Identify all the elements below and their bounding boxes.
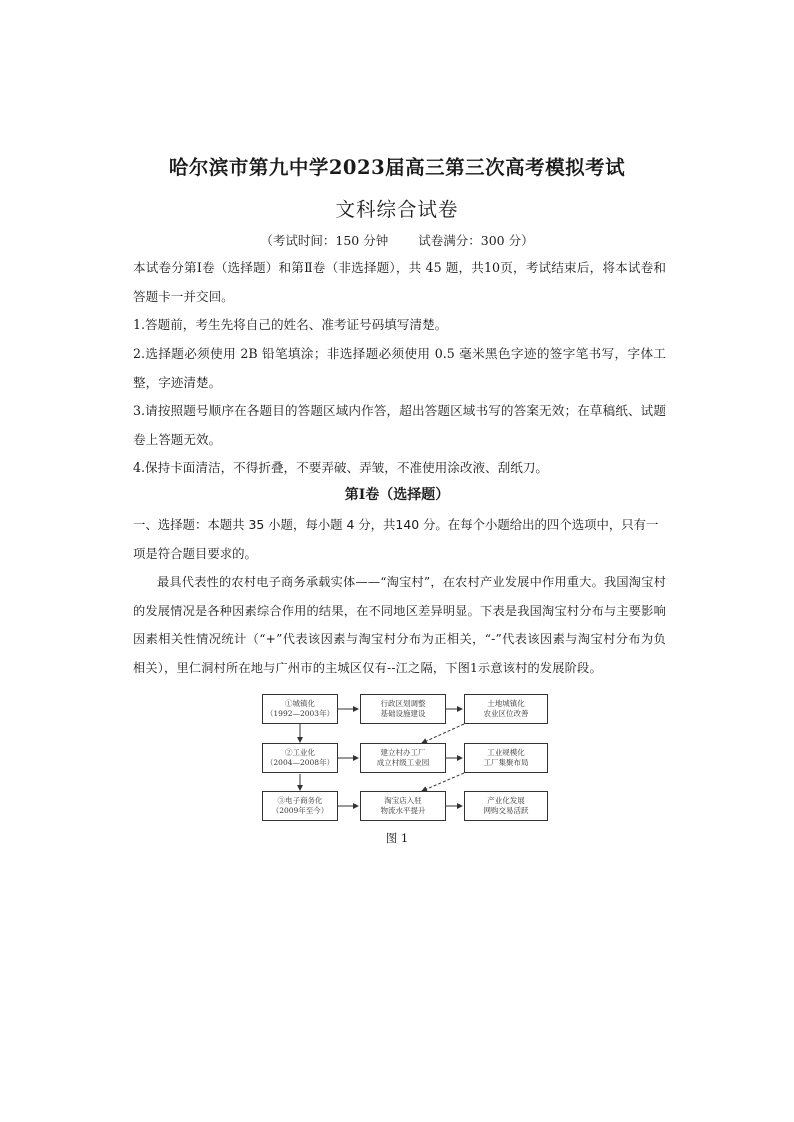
action-1-line1: 行政区划调整 bbox=[380, 698, 426, 708]
result-2-line2: 工厂集聚布局 bbox=[483, 758, 529, 767]
result-box-3 bbox=[464, 791, 548, 821]
result-2-line1: 工业规模化 bbox=[487, 747, 525, 757]
stage-box-3 bbox=[262, 791, 338, 821]
figure-1-diagram bbox=[250, 690, 560, 830]
result-box-1 bbox=[464, 694, 548, 724]
figure-caption: 图 1 bbox=[385, 831, 409, 845]
exam-time: （考试时间：150 分钟 bbox=[260, 233, 389, 248]
action-2-line2: 成立村级工业园 bbox=[376, 758, 430, 767]
action-box-3 bbox=[360, 791, 446, 821]
arrow-result1-to-action2 bbox=[422, 724, 464, 743]
section-title: 第Ⅰ卷（选择题） bbox=[344, 487, 450, 503]
question-stem: 最具代表性的农村电子商务承载实体——“淘宝村”，在农村产业发展中作用重大。我国淘宝村的发展情况是各种因素综合作用的结果，在不同地区差异明显。下表是我国淘宝村分布与主要影响因素相关性情况统计（“+”代表该因素与淘宝村分布为正相关，“-”代表该因素与淘宝村分布为负相关），里仁洞村所在地与广州市的主城区仅有--江之隔，下图1示意该村的发展阶段。 bbox=[133, 575, 666, 675]
exam-title: 哈尔滨市第九中学2023届高三第三次高考模拟考试 bbox=[168, 156, 626, 179]
action-box-2 bbox=[360, 743, 446, 773]
stage-1-name: ①城镇化 bbox=[285, 698, 315, 708]
stage-box-2 bbox=[262, 743, 338, 773]
stage-2-name: ②工业化 bbox=[285, 747, 315, 757]
action-1-line2: 基础设施建设 bbox=[380, 709, 426, 718]
instruction-item-2: 2.选择题必须使用 2B 铅笔填涂；非选择题必须使用 0.5 毫米黑色字迹的签字笔书写，字体工整，字迹清楚。 bbox=[133, 346, 666, 390]
stage-1-years: （1992—2003年） bbox=[265, 709, 335, 718]
instruction-item-4: 4.保持卡面清洁，不得折叠，不要弄破、弄皱，不准使用涂改液、刮纸刀。 bbox=[133, 460, 549, 475]
result-1-line1: 土地城镇化 bbox=[487, 698, 525, 708]
result-3-line1: 产业化发展 bbox=[487, 795, 525, 805]
stage-3-name: ③电子商务化 bbox=[277, 795, 323, 805]
action-3-line2: 物流水平提升 bbox=[380, 806, 426, 815]
question-intro: 一、选择题：本题共 35 小题，每小题 4 分，共140 分。在每个小题给出的四个选项中，只有一项是符合题目要求的。 bbox=[133, 517, 659, 561]
stage-2-years: （2004—2008年） bbox=[265, 758, 335, 767]
result-1-line2: 农业区位改善 bbox=[483, 709, 529, 718]
exam-score: 试卷满分：300 分） bbox=[418, 233, 534, 248]
instruction-item-3: 3.请按照题号顺序在各题目的答题区域内作答，超出答题区域书写的答案无效；在草稿纸、试题卷上答题无效。 bbox=[133, 403, 666, 447]
stage-box-1 bbox=[262, 694, 338, 724]
exam-meta bbox=[0, 231, 794, 249]
result-3-line2: 网购交易活跃 bbox=[483, 806, 529, 815]
instructions-intro: 本试卷分第Ⅰ卷（选择题）和第Ⅱ卷（非选择题），共 45 题，共10页，考试结束后，将本试卷和答题卡一并交回。 bbox=[133, 260, 666, 304]
result-box-2 bbox=[464, 743, 548, 773]
action-3-line1: 淘宝店入驻 bbox=[384, 795, 422, 805]
arrow-result2-to-action3 bbox=[422, 773, 464, 791]
exam-subject-title: 文科综合试卷 bbox=[335, 198, 459, 221]
stage-3-years: （2009年至今） bbox=[271, 806, 329, 815]
instruction-item-1: 1.答题前，考生先将自己的姓名、准考证号码填写清楚。 bbox=[133, 317, 448, 332]
action-2-line1: 建立村办工厂 bbox=[380, 747, 426, 757]
action-box-1 bbox=[360, 694, 446, 724]
